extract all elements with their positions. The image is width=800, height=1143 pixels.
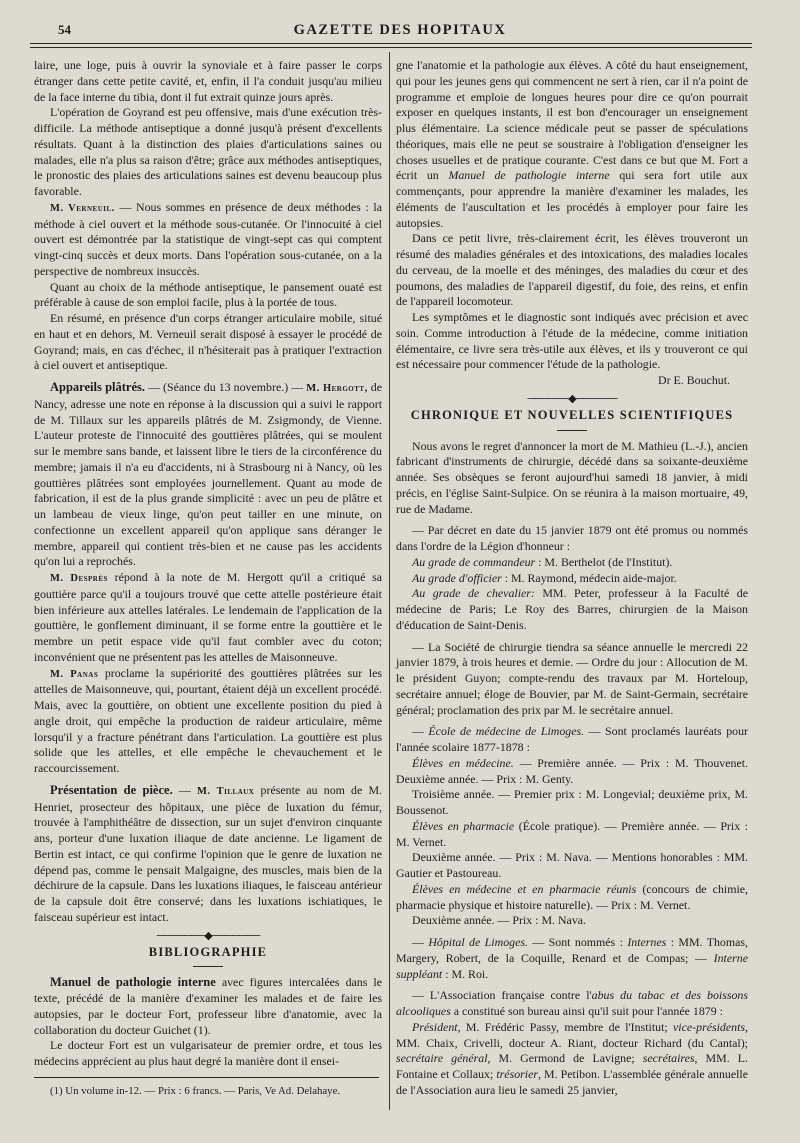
paragraph: Élèves en médecine. — Première année. — Prix : M. Thouvenet. Deuxième année. — Prix : M. Genty. <box>396 755 748 786</box>
paragraph: Élèves en médecine et en pharmacie réunis (concours de chimie, pharmacie physique et histoire naturelle). — Prix : M. Vernet. <box>396 881 748 912</box>
page-number: 54 <box>58 22 71 37</box>
paragraph: — Hôpital de Limoges. — Sont nommés : Internes : MM. Thomas, Margery, Robert, de la Coquille, Renard et de Compas; — Interne suppléant : M. Roi. <box>396 935 748 981</box>
bibliographie-heading: BIBLIOGRAPHIE <box>148 944 268 959</box>
paragraph: — La Société de chirurgie tiendra sa séance annuelle le mercredi 22 janvier 1879, à trois heures et demie. — Ordre du jour : Allocution de M. le président Guyon; compte-rendu des travaux par M. Horteloup, secrétaire annuel; éloge de Bouvier, par M. de Saint-Germain, secrétaire général; proclamation des prix par M. le secrétaire annuel. <box>396 639 748 717</box>
speaker-name: M. Desprès <box>50 573 108 584</box>
signature: Dr E. Bouchut. <box>658 373 730 387</box>
footnote-rule <box>34 1077 379 1078</box>
paragraph: gne l'anatomie et la pathologie aux élèves. A côté du haut enseignement, qui pour les jeunes gens qui commencent ne sert à rien, car il n'a point de programme et emploie de longues heures pour dire ce qu'on pourrait exposer en quelques instants, il est bon d'encourager un enseignement plus élémentaire. La science médicale peut se passer de spéculations théoriques, mais elle ne peut se soustraire à l'obligation d'enseigner les choses usuelles et de pratique courante. C'est dans ce but que M. Fort a écrit un Manuel de pathologie interne qui sera fort utile aux commençants, pour apprendre la manière d'examiner les malades, les éléments de l'auscultation et les procédés à employer pour faire les autopsies. <box>396 58 748 230</box>
chronique-heading: CHRONIQUE ET NOUVELLES SCIENTIFIQUES <box>410 407 734 422</box>
speaker-name: M. Tillaux <box>196 785 255 797</box>
heading-rule <box>34 962 382 972</box>
paragraph: — L'Association française contre l'abus du tabac et des boissons alcooliques a constitué son bureau ainsi qu'il suit pour l'année 1879 : <box>396 988 748 1018</box>
paragraph: En résumé, en présence d'un corps étranger articulaire mobile, situé en haut et en dehors, M. Verneuil serait disposé à essayer le procédé de Goyrand; mais, en cas d'échec, il n'hésiterait pas à pratiquer l'extraction à ciel ouvert et antiseptique. <box>34 311 382 373</box>
book-title: Manuel de pathologie interne <box>50 975 216 990</box>
paragraph: Président, M. Frédéric Passy, membre de l'Institut; vice-présidents, MM. Chaix, Crivelli, docteur A. Riant, docteur Richard (du Cantal); secrétaire général, M. Germond de Lavigne; secrétaires, MM. L. Fontaine et Collaux; trésorier, M. Petibon. L'assemblée générale annuelle de l'Association aura lieu le samedi 25 janvier, <box>396 1019 748 1097</box>
left-column <box>34 58 382 1098</box>
paragraph: M. Verneuil. — Nous sommes en présence de deux méthodes : la méthode à ciel ouvert et la méthode sous-cutanée. Or l'innocuité à ciel ouvert est démontrée par la statistique de vingt-sept cas qui comptent vingt-cinq succès et deux morts. Dans l'opération sous-cutanée, on a la perspective de nombreux insuccès. <box>34 199 383 278</box>
paragraph: Les symptômes et le diagnostic sont indiqués avec précision et avec soin. Comme introduction à l'étude de la médecine, comme initiation élémentaire, ce livre sera très-utile aux élèves, et ils y trouveront ce qui est nécessaire pour commencer l'étude de la pathologie. <box>396 310 748 372</box>
section-title: Appareils plâtrés. <box>50 380 146 394</box>
journal-title: GAZETTE DES HOPITAUX <box>293 22 507 38</box>
paragraph: Troisième année. — Premier prix : M. Longevial; deuxième prix, M. Boussenot. <box>396 787 748 817</box>
paragraph: Au grade de chevalier: MM. Peter, professeur à la Faculté de médecine de Paris; Le Roy des Barres, chirurgien de la Maison d'éducation de Saint-Denis. <box>396 586 748 632</box>
speaker-name: M. Hergott, <box>306 383 368 394</box>
paragraph: Manuel de pathologie interne avec figures intercalées dans le texte, précédé de la manière d'examiner les malades et de faire les autopsies, par le docteur Fort, professeur libre d'anatomie, avec la collaboration du docteur Guichet (1). <box>34 975 382 1037</box>
section-title: Présentation de pièce. <box>50 782 173 797</box>
right-column <box>396 58 748 1099</box>
paragraph: L'opération de Goyrand est peu offensive, mais d'une exécution très-difficile. La méthode antiseptique a donné jusqu'à présent d'excellents résultats. Quant à la distinction des plaies d'articulations saines ou malades, elle n'a plus sa raison d'être; grâce aux méthodes antiseptiques, le pronostic des plaies des articulations saines est devenu beaucoup plus favorable. <box>34 105 382 198</box>
speaker-name: M. Panas <box>50 668 99 680</box>
column-divider <box>389 52 390 1110</box>
header-rule <box>30 43 752 48</box>
paragraph: Élèves en pharmacie (École pratique). — Première année. — Prix : M. Vernet. <box>396 818 748 849</box>
speaker-name: M. Verneuil. <box>50 202 115 214</box>
paragraph: Le docteur Fort est un vulgarisateur de premier ordre, et tous les médecins apprécient au plus haut degré la manière dont il ensei- <box>34 1038 382 1068</box>
paragraph: Deuxième année. — Prix : M. Nava. <box>412 913 587 928</box>
paragraph: Dans ce petit livre, très-clairement écrit, les élèves trouveront un résumé des maladies générales et des intoxications, des maladies locales du cerveau, de la moelle et des méninges, des maladies du cœur et des poumons, des maladies de l'appareil digestif, du foie, des reins, et enfin de l'appareil locomoteur. <box>396 231 748 309</box>
paragraph: — Par décret en date du 15 janvier 1879 ont été promus ou nommés dans l'ordre de la Légion d'honneur : <box>396 523 748 553</box>
paragraph: M. Desprès répond à la note de M. Hergott qu'il a critiqué sa gouttière parce qu'il a toujours trouvé que cette attelle postérieure était bien inférieure aux attelles latérales. Le lendemain de l'application de la gouttière, le gonflement diminuant, il se forme entre la gouttière et le membre un petit espace vide qu'il faut combler avec du coton; inconvénient que ne présentent pas les attelles de Maisonneuve. <box>34 570 382 664</box>
section-presentation-piece: Présentation de pièce. — M. Tillaux présente au nom de M. Henriet, prosecteur des hôpitaux, une pièce de luxation du fémur, trouvée à l'amphithéâtre de dissection, sur un sujet d'environ cinquante ans, porteur d'une luxation iliaque de date ancienne. Le ligament de Bertin est intact, ce qui confirme l'opinion que le genre de luxation ne dépend pas, comme le pensait Malgaigne, des muscles, mais bien de la déchirure de la capsule. Dans les luxations iliaques, le faisceau antérieur de la capsule doit être conservé; dans les luxations ischiatiques, le faisceau supérieur est intact. <box>34 782 383 924</box>
paragraph: Quant au choix de la méthode antiseptique, le pansement ouaté est préférable à cause de son emploi facile, plus à la portée de tous. <box>34 279 382 310</box>
ornament-divider: ──────◆────── <box>527 392 617 405</box>
section-appareils-platres: Appareils plâtrés. — (Séance du 13 novembre.) — M. Hergott, de Nancy, adresse une note en réponse à la discussion qui a suivi le rapport de M. Tillaux sur les appareils plâtrés de M. Zsigmondy, de Vienne. L'auteur proteste de l'innocuité des gouttières plâtrées, qui se moulent sur le membre sans bande, et laissent libre le tiers de la circonférence du membre; jamais il n'a eu d'accidents, ni à Strasbourg ni à Nancy, où les gouttières plâtrées sont employées journellement. Quant au mode de fabrication, il est de la plus grande simplicité : avec un peu de plâtre et un lambeau de vieux linge, qu'on peut tailler en une minute, on confectionne un excellent appareil qu'on applique sans déranger le membre, appareil qui contient très-bien et ne cause pas les accidents qu'on lui a reprochés. <box>34 380 382 569</box>
paragraph: M. Panas proclame la supériorité des gouttières plâtrées sur les attelles de Maisonneuve, qui, pourtant, étaient déjà un excellent procédé. Mais, avec la gouttière, on obtient une excellente position du pied à angle droit, qui empêche la production de raideur articulaire, même lorsqu'il y a fracture pénétrant dans l'articulation. La gouttière est plus solide que les attelles, et elle empêche le chevauchement et le raccourcissement. <box>34 665 382 775</box>
paragraph: Nous avons le regret d'annoncer la mort de M. Mathieu (L.-J.), ancien fabricant d'instruments de chirurgie, décédé dans sa soixante-deuxième année. Ses obsèques se feront aujourd'hui samedi 18 janvier, à midi précis, en l'église Saint-Sulpice. On se réunira à la maison mortuaire, 49, rue de Madame. <box>396 438 748 516</box>
paragraph: laire, une loge, puis à ouvrir la synoviale et à faire passer le corps étranger dans cette petite cavité, et, enfin, il l'a conduit jusqu'au milieu de la face interne du tibia, dont il fut extrait quinze jours après. <box>34 58 382 104</box>
paragraph: Deuxième année. — Prix : M. Nava. — Mentions honorables : MM. Gautier et Pastoureau. <box>396 850 748 880</box>
heading-rule <box>396 426 748 436</box>
paragraph: Au grade de commandeur : M. Berthelot (de l'Institut). <box>412 554 673 569</box>
paragraph: Au grade d'officier : M. Raymond, médecin aide-major. <box>412 570 677 585</box>
paragraph: — École de médecine de Limoges. — Sont proclamés lauréats pour l'année scolaire 1877-1878 : <box>396 724 748 754</box>
ornament-divider: ───────◆─────── <box>156 929 260 942</box>
footnote: (1) Un volume in-12. — Prix : 6 francs. — Paris, Ve Ad. Delahaye. <box>50 1084 341 1097</box>
page-header <box>20 22 780 42</box>
